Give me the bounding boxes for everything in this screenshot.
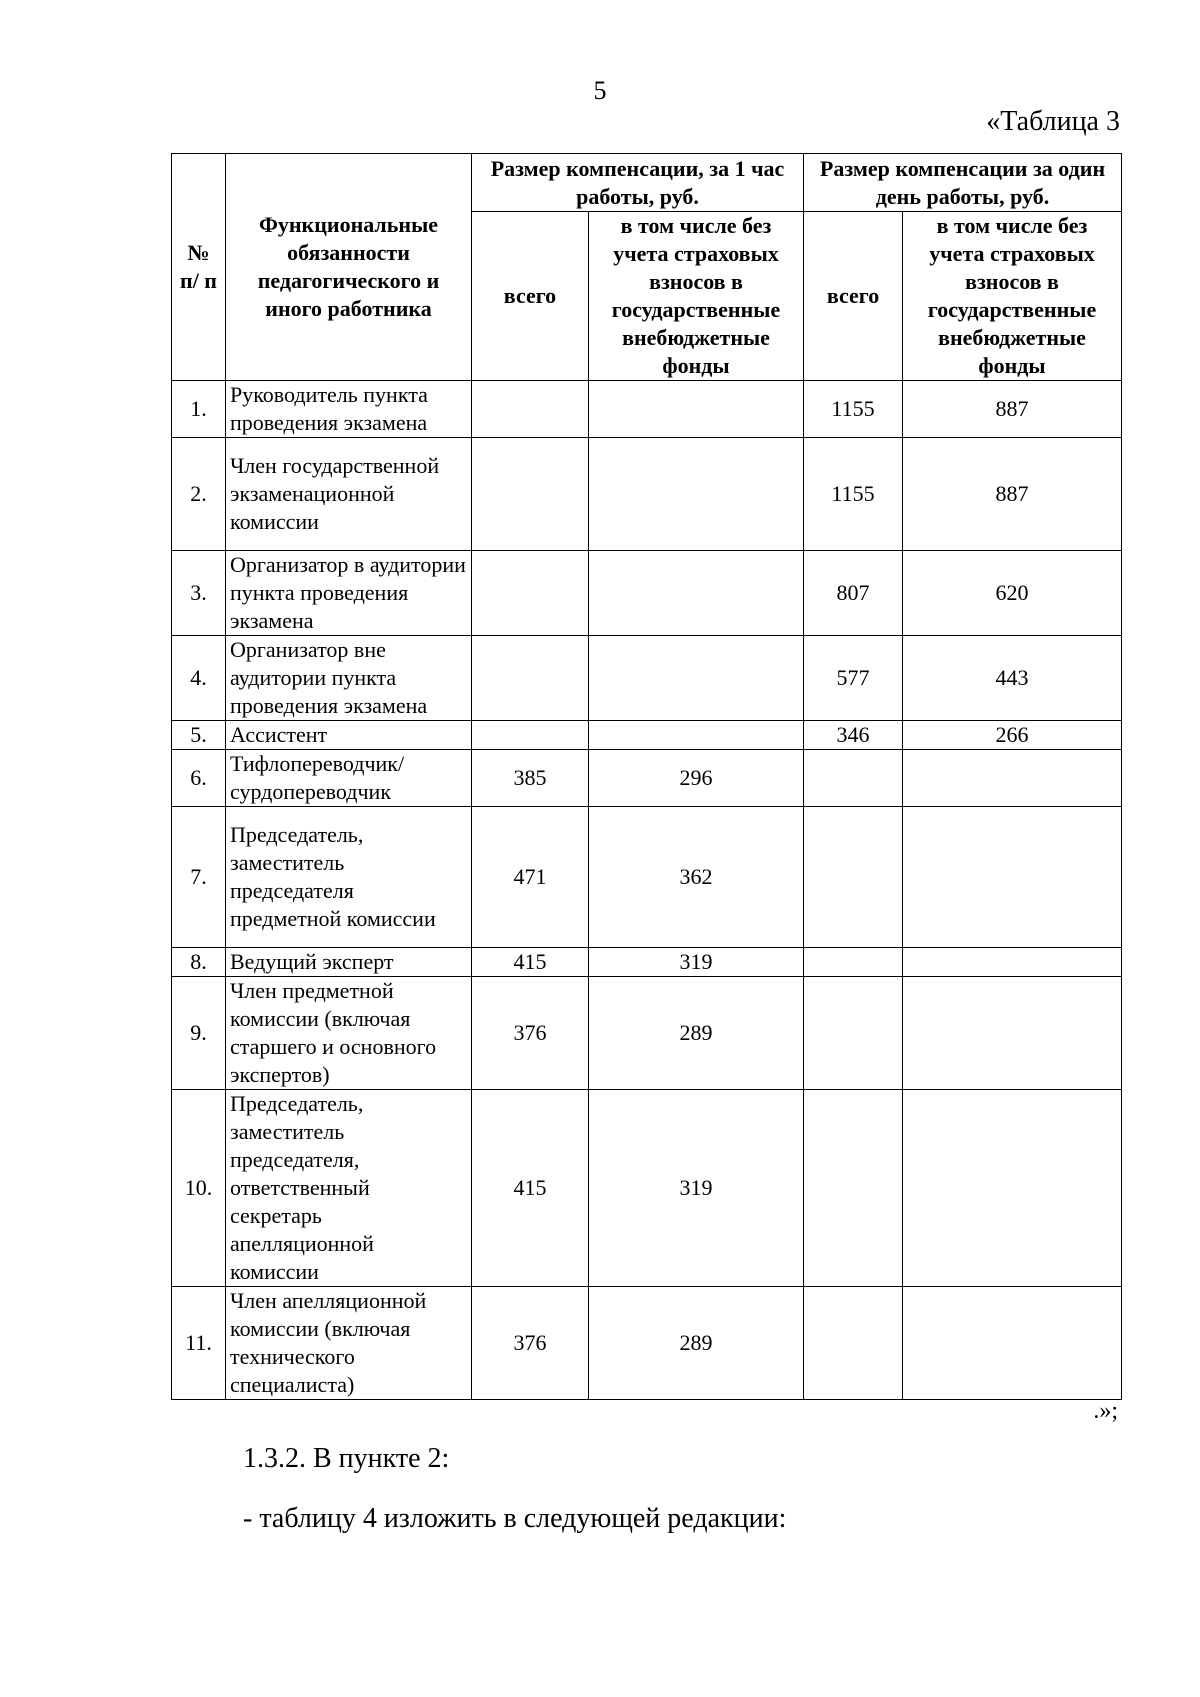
- row-num: 5.: [172, 721, 226, 750]
- table-row: [172, 1090, 1122, 1287]
- row-hour-total: [472, 438, 589, 551]
- row-day-total: 807: [804, 551, 903, 636]
- table-row: [172, 948, 1122, 977]
- row-hour-total: 415: [472, 1090, 589, 1287]
- row-hour-excl: [589, 721, 804, 750]
- row-day-total: 1155: [804, 438, 903, 551]
- row-day-excl: [903, 1287, 1122, 1400]
- row-hour-excl: 362: [589, 807, 804, 948]
- row-name: Член государственной экзаменационной комиссии: [226, 438, 472, 551]
- row-name: Организатор в аудитории пункта проведения экзамена: [226, 551, 472, 636]
- header-day-group: Размер компенсации за один день работы, руб.: [804, 154, 1122, 212]
- row-hour-total: 376: [472, 977, 589, 1090]
- row-day-total: 346: [804, 721, 903, 750]
- row-day-excl: 620: [903, 551, 1122, 636]
- row-num: 3.: [172, 551, 226, 636]
- row-hour-total: [472, 381, 589, 438]
- row-hour-total: [472, 721, 589, 750]
- row-day-total: [804, 750, 903, 807]
- row-name: Председатель, заместитель председателя, ответственный секретарь апелляционной комиссии: [226, 1090, 472, 1287]
- row-day-excl: 266: [903, 721, 1122, 750]
- row-hour-total: [472, 636, 589, 721]
- row-hour-excl: 289: [589, 1287, 804, 1400]
- row-day-excl: [903, 948, 1122, 977]
- row-day-total: [804, 948, 903, 977]
- table-row: [172, 721, 1122, 750]
- row-day-total: [804, 1287, 903, 1400]
- table-row: [172, 807, 1122, 948]
- row-name: Председатель, заместитель председателя предметной комиссии: [226, 807, 472, 948]
- closing-quote: .»;: [1093, 1398, 1118, 1424]
- table-row: [172, 636, 1122, 721]
- paragraph: 1.3.2. В пункте 2:: [243, 1443, 450, 1474]
- paragraph: - таблицу 4 изложить в следующей редакции:: [243, 1503, 787, 1534]
- header-hour-total: всего: [472, 212, 589, 381]
- table-row: [172, 551, 1122, 636]
- row-name: Тифлопереводчик/ сурдопереводчик: [226, 750, 472, 807]
- row-hour-excl: [589, 381, 804, 438]
- row-day-total: [804, 977, 903, 1090]
- row-name: Член предметной комиссии (включая старшего и основного экспертов): [226, 977, 472, 1090]
- row-num: 8.: [172, 948, 226, 977]
- row-num: 10.: [172, 1090, 226, 1287]
- table-row: [172, 438, 1122, 551]
- row-name: Член апелляционной комиссии (включая технического специалиста): [226, 1287, 472, 1400]
- header-day-total: всего: [804, 212, 903, 381]
- table-row: [172, 750, 1122, 807]
- row-hour-total: 385: [472, 750, 589, 807]
- page-number: 5: [593, 76, 607, 105]
- row-hour-excl: 296: [589, 750, 804, 807]
- table-label: «Таблица 3: [986, 106, 1120, 137]
- row-day-excl: [903, 807, 1122, 948]
- row-num: 9.: [172, 977, 226, 1090]
- header-day-excl: в том числе без учета страховых взносов в государственные внебюджетные фонды: [903, 212, 1122, 381]
- row-num: 4.: [172, 636, 226, 721]
- row-name: Организатор вне аудитории пункта проведения экзамена: [226, 636, 472, 721]
- header-duties: Функциональные обязанности педагогического и иного работника: [226, 154, 472, 381]
- row-num: 1.: [172, 381, 226, 438]
- row-day-excl: 443: [903, 636, 1122, 721]
- table-row: [172, 977, 1122, 1090]
- row-name: Ассистент: [226, 721, 472, 750]
- header-hour-excl: в том числе без учета страховых взносов в государственные внебюджетные фонды: [589, 212, 804, 381]
- row-day-excl: 887: [903, 381, 1122, 438]
- row-num: 2.: [172, 438, 226, 551]
- row-num: 11.: [172, 1287, 226, 1400]
- row-hour-excl: 319: [589, 948, 804, 977]
- row-hour-excl: [589, 636, 804, 721]
- table-row: [172, 381, 1122, 438]
- row-day-excl: [903, 977, 1122, 1090]
- row-day-total: 1155: [804, 381, 903, 438]
- row-hour-excl: 319: [589, 1090, 804, 1287]
- row-name: Ведущий эксперт: [226, 948, 472, 977]
- row-num: 6.: [172, 750, 226, 807]
- header-num: № п/ п: [172, 154, 226, 381]
- row-hour-total: 376: [472, 1287, 589, 1400]
- row-day-excl: 887: [903, 438, 1122, 551]
- row-day-excl: [903, 1090, 1122, 1287]
- table-row: [172, 1287, 1122, 1400]
- row-day-excl: [903, 750, 1122, 807]
- row-hour-total: 471: [472, 807, 589, 948]
- row-hour-excl: 289: [589, 977, 804, 1090]
- row-day-total: [804, 1090, 903, 1287]
- compensation-table: [171, 153, 1122, 1400]
- row-name: Руководитель пункта проведения экзамена: [226, 381, 472, 438]
- row-hour-total: [472, 551, 589, 636]
- header-hour-group: Размер компенсации, за 1 час работы, руб.: [472, 154, 804, 212]
- row-day-total: 577: [804, 636, 903, 721]
- row-day-total: [804, 807, 903, 948]
- row-hour-excl: [589, 551, 804, 636]
- row-hour-excl: [589, 438, 804, 551]
- row-hour-total: 415: [472, 948, 589, 977]
- row-num: 7.: [172, 807, 226, 948]
